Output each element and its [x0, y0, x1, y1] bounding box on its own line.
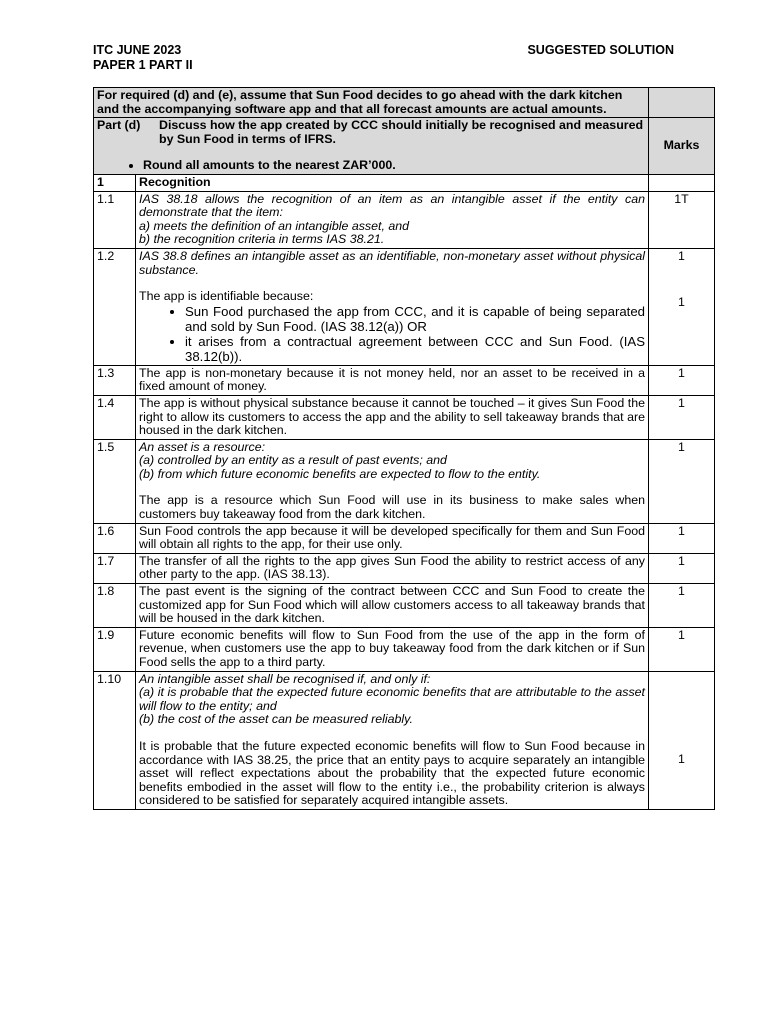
table-row — [94, 523, 715, 553]
exam-title-line1: ITC JUNE 2023 — [93, 43, 182, 57]
row-line: An asset is a resource: — [139, 439, 266, 454]
part-cell — [94, 118, 649, 175]
solution-table — [93, 87, 715, 810]
table-row — [94, 191, 715, 248]
row-line: b) the recognition criteria in terms IAS 38.21. — [139, 232, 385, 247]
row-text: Sun Food controls the app because it will be developed specifically for them and Sun Food will obtain all rights to the app, for their use only. — [136, 523, 649, 553]
row-mark: 1 — [649, 627, 715, 671]
table-row — [94, 671, 715, 809]
row-line: The app is a resource which Sun Food will use in its business to make sales when customers buy takeaway food from the dark kitchen. — [139, 493, 645, 522]
row-text: The transfer of all the rights to the app gives Sun Food the ability to restrict access of any other party to the app. (IAS 38.13). — [136, 553, 649, 583]
table-row — [94, 439, 715, 523]
exam-title — [93, 43, 193, 73]
row-mark: 1 — [649, 439, 715, 523]
exam-title-line2: PAPER 1 PART II — [93, 58, 193, 72]
row-number: 1.1 — [94, 191, 136, 248]
row-line: a) meets the definition of an intangible asset, and — [139, 218, 410, 233]
row-number: 1.5 — [94, 439, 136, 523]
row-mark: 1 — [649, 671, 715, 809]
table-row — [94, 627, 715, 671]
row-bullet: • Sun Food purchased the app from CCC, and it is capable of being separated and sold by Sun Food. (IAS 38.12(a)) OR — [185, 304, 645, 334]
table-row — [94, 553, 715, 583]
row-text: The app is non-monetary because it is not money held, nor an asset to be received in a fixed amount of money. — [136, 365, 649, 395]
table-row — [94, 395, 715, 439]
row-mark: 1T — [649, 191, 715, 248]
table-row — [94, 248, 715, 365]
row-line: IAS 38.8 defines an intangible asset as an identifiable, non-monetary asset without physical substance. — [139, 248, 645, 277]
row-text — [136, 248, 649, 365]
page-header — [93, 43, 674, 73]
row-line: (b) from which future economic benefits are expected to flow to the entity. — [139, 466, 541, 481]
row-number: 1.6 — [94, 523, 136, 553]
row-number: 1.3 — [94, 365, 136, 395]
row-number: 1.4 — [94, 395, 136, 439]
row-line: The app is identifiable because: — [139, 289, 314, 304]
table-row — [94, 365, 715, 395]
row-text: Future economic benefits will flow to Sun Food from the use of the app in the form of revenue, when customers use the app to buy takeaway food from the dark kitchen or if Sun Food sells the app to a third party. — [136, 627, 649, 671]
row-mark: 1 — [649, 584, 715, 628]
section-marks-cell — [649, 174, 715, 191]
row-line: IAS 38.18 allows the recognition of an item as an intangible asset if the entity can demonstrate that the item: — [139, 191, 645, 220]
row-number: 1.7 — [94, 553, 136, 583]
solution-label: SUGGESTED SOLUTION — [527, 43, 674, 57]
table-row — [94, 584, 715, 628]
row-bullet: • it arises from a contractual agreement between CCC and Sun Food. (IAS 38.12(b)). — [185, 334, 645, 364]
row-line: (b) the cost of the asset can be measured reliably. — [139, 712, 413, 727]
row-number: 1.10 — [94, 671, 136, 809]
row-mark: 1 — [649, 523, 715, 553]
row-line: An intangible asset shall be recognised if, and only if: — [139, 671, 431, 686]
part-label: Part (d) — [97, 118, 141, 133]
intro-marks-cell — [649, 88, 715, 118]
row-line: (a) it is probable that the expected future economic benefits that are attributable to the asset will flow to the entity; and — [139, 685, 645, 713]
row-text: The app is without physical substance because it cannot be touched – it gives Sun Food the right to allow its customers to access the app and the ability to sell takeaway brands that are housed in the dark kitchen. — [136, 395, 649, 439]
rounding-bullet: • Round all amounts to the nearest ZAR’000. — [143, 159, 645, 173]
section-title: Recognition — [136, 174, 649, 191]
row-number: 1.2 — [94, 248, 136, 365]
section-row — [94, 174, 715, 191]
row-number: 1.8 — [94, 584, 136, 628]
marks-header: Marks — [649, 118, 715, 175]
row-text: The past event is the signing of the contract between CCC and Sun Food to create the customized app for Sun Food which will allow customers access to all takeaway brands that will be housed in the dark kitchen. — [136, 584, 649, 628]
row-line: (a) controlled by an entity as a result of past events; and — [139, 453, 447, 468]
part-question: Discuss how the app created by CCC should initially be recognised and measured by Sun Food in terms of IFRS. — [159, 118, 644, 146]
section-number: 1 — [94, 174, 136, 191]
row-mark — [649, 248, 715, 365]
intro-row — [94, 88, 715, 118]
row-mark: 1 — [649, 365, 715, 395]
row-number: 1.9 — [94, 627, 136, 671]
row-mark-2: 1 — [678, 294, 685, 309]
row-mark-1: 1 — [678, 248, 685, 263]
row-line: It is probable that the future expected economic benefits will flow to Sun Food because in accordance with IAS 38.25, the price that an entity pays to acquire separately an intangible asset will reflect expectations about the probability that the expected future economic benefits embodied in the asset will flow to the entity i.e., the probability criterion is always considered to be satisfied for separately acquired intangible assets. — [139, 738, 645, 808]
row-text — [136, 671, 649, 809]
row-text — [136, 191, 649, 248]
row-mark: 1 — [649, 395, 715, 439]
intro-text: For required (d) and (e), assume that Sun Food decides to go ahead with the dark kitchen and the accompanying software app and that all forecast amounts are actual amounts. — [94, 88, 649, 118]
row-mark: 1 — [649, 553, 715, 583]
part-row — [94, 118, 715, 175]
row-text — [136, 439, 649, 523]
